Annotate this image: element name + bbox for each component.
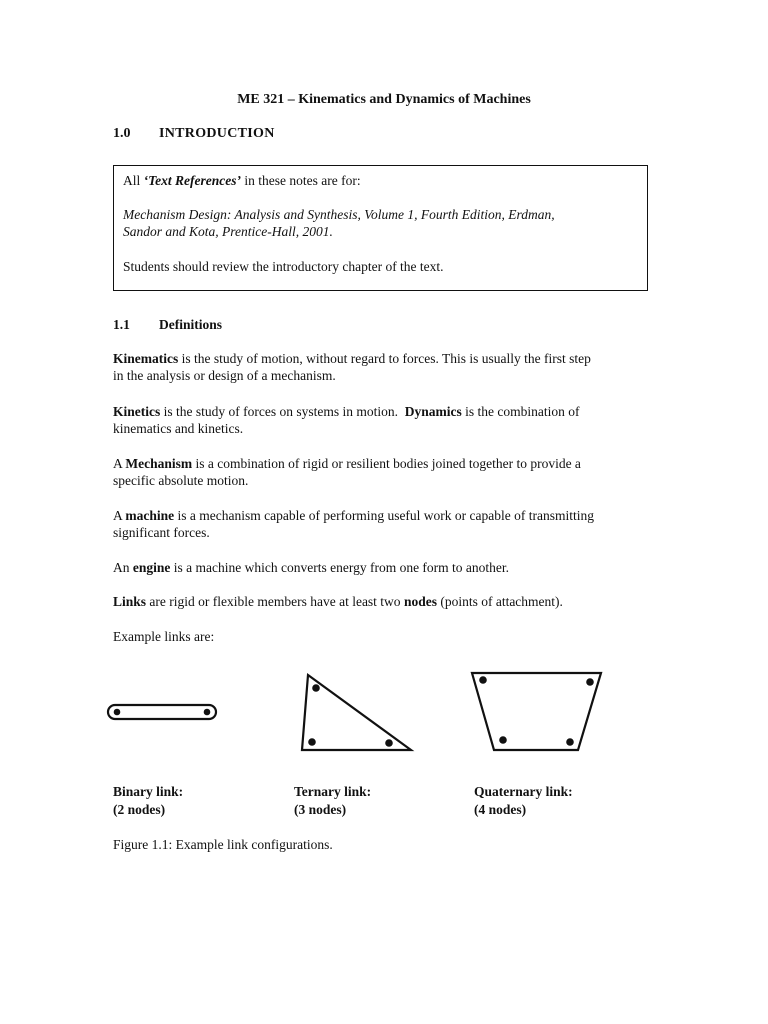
quaternary-node-3 <box>499 736 507 744</box>
reference-prefix: All <box>123 173 144 188</box>
ternary-link-label: Ternary link: <box>294 784 372 799</box>
ternary-node-1 <box>312 684 320 692</box>
quaternary-node-2 <box>586 678 594 686</box>
machine-term: machine <box>125 508 175 523</box>
nodes-term: nodes <box>403 594 437 609</box>
quaternary-link-label: Quaternary link: <box>474 784 573 799</box>
links-term: Links <box>113 594 147 609</box>
book-citation-line2: Sandor and Kota, Prentice-Hall, 2001. <box>123 224 333 239</box>
dynamics-term: Dynamics <box>404 404 462 419</box>
mechanism-term: Mechanism <box>125 456 193 471</box>
ternary-link-caption <box>294 783 371 819</box>
quaternary-link-nodes: (4 nodes) <box>474 802 527 817</box>
section-number: 1.0 <box>113 126 131 141</box>
engine-text: is a machine which converts energy from one form to another. <box>170 560 510 575</box>
machine-prefix: A <box>113 508 126 523</box>
quaternary-link-body <box>472 673 601 750</box>
kinetics-text: is the study of forces on systems in motion. <box>160 404 405 419</box>
kinematics-text-cont: in the analysis or design of a mechanism. <box>113 368 336 383</box>
links-text-cont: (points of attachment). <box>436 594 563 609</box>
reference-suffix: in these notes are for: <box>240 173 361 188</box>
ternary-node-2 <box>308 738 316 746</box>
kinematics-term: Kinematics <box>113 351 179 366</box>
dynamics-text: is the combination of <box>461 404 580 419</box>
machine-text-cont: significant forces. <box>113 525 210 540</box>
engine-term: engine <box>132 560 171 575</box>
subsection-number: 1.1 <box>113 317 130 332</box>
section-title: INTRODUCTION <box>159 126 275 141</box>
engine-prefix: An <box>113 560 133 575</box>
kinetics-term: Kinetics <box>113 404 161 419</box>
review-note: Students should review the introductory chapter of the text. <box>123 259 444 274</box>
quaternary-node-4 <box>566 738 574 746</box>
binary-node-2 <box>204 709 211 716</box>
binary-link-body <box>108 705 216 719</box>
mechanism-text: is a combination of rigid or resilient bodies joined together to provide a <box>192 456 581 471</box>
machine-text: is a mechanism capable of performing useful work or capable of transmitting <box>174 508 595 523</box>
ternary-node-3 <box>385 739 393 747</box>
ternary-link-nodes: (3 nodes) <box>294 802 347 817</box>
binary-link-caption <box>113 783 183 819</box>
quaternary-node-1 <box>479 676 487 684</box>
document-title: ME 321 – Kinematics and Dynamics of Machines <box>237 92 531 107</box>
binary-link-drawing <box>108 705 216 719</box>
subsection-title: Definitions <box>159 317 223 332</box>
binary-link-label: Binary link: <box>113 784 184 799</box>
mechanism-text-cont: specific absolute motion. <box>113 473 249 488</box>
reference-emphasis: ‘Text References’ <box>143 173 241 188</box>
book-citation-line1: Mechanism Design: Analysis and Synthesis, Volume 1, Fourth Edition, Erdman, <box>123 207 555 222</box>
mechanism-prefix: A <box>113 456 126 471</box>
binary-node-1 <box>114 709 121 716</box>
kinematics-text: is the study of motion, without regard to forces. This is usually the first step <box>178 351 591 366</box>
figure-caption: Figure 1.1: Example link configurations. <box>113 837 333 852</box>
example-links-intro: Example links are: <box>113 629 215 644</box>
binary-link-nodes: (2 nodes) <box>113 802 166 817</box>
quaternary-link-caption <box>474 783 573 819</box>
kinetics-text-cont: kinematics and kinetics. <box>113 421 244 436</box>
links-text: are rigid or flexible members have at least two <box>146 594 404 609</box>
